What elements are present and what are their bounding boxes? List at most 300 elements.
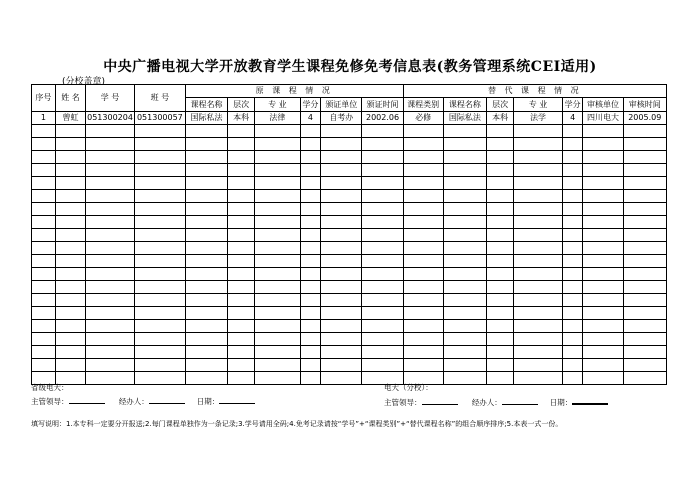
empty-cell[interactable] [185,294,227,307]
empty-cell[interactable] [443,242,486,255]
empty-cell[interactable] [443,151,486,164]
empty-cell[interactable] [623,359,666,372]
empty-cell[interactable] [362,216,403,229]
empty-cell[interactable] [134,255,185,268]
empty-cell[interactable] [300,255,321,268]
empty-cell[interactable] [55,151,85,164]
empty-cell[interactable] [362,164,403,177]
cell-orig-level[interactable]: 本科 [228,112,255,125]
empty-cell[interactable] [514,151,563,164]
empty-cell[interactable] [623,164,666,177]
cell-rep-course[interactable]: 国际私法 [443,112,486,125]
empty-cell[interactable] [255,255,301,268]
empty-cell[interactable] [185,281,227,294]
cell-rep-category[interactable]: 必修 [403,112,443,125]
empty-cell[interactable] [86,333,135,346]
empty-cell[interactable] [623,333,666,346]
empty-cell[interactable] [487,203,514,216]
empty-cell[interactable] [55,242,85,255]
empty-cell[interactable] [321,177,362,190]
cell-orig-major[interactable]: 法律 [255,112,301,125]
empty-cell[interactable] [623,216,666,229]
empty-cell[interactable] [583,346,623,359]
empty-cell[interactable] [321,346,362,359]
empty-cell[interactable] [443,294,486,307]
empty-cell[interactable] [623,255,666,268]
empty-cell[interactable] [487,294,514,307]
empty-cell[interactable] [487,190,514,203]
empty-cell[interactable] [403,177,443,190]
empty-cell[interactable] [487,255,514,268]
empty-cell[interactable] [403,333,443,346]
empty-cell[interactable] [255,177,301,190]
handler-blank[interactable] [149,396,185,404]
empty-cell[interactable] [623,281,666,294]
empty-cell[interactable] [185,372,227,385]
empty-cell[interactable] [134,190,185,203]
empty-cell[interactable] [403,190,443,203]
empty-cell[interactable] [623,372,666,385]
cell-orig-issue-date[interactable]: 2002.06 [362,112,403,125]
empty-cell[interactable] [134,125,185,138]
cell-orig-issuer[interactable]: 自考办 [321,112,362,125]
empty-cell[interactable] [86,190,135,203]
empty-cell[interactable] [185,333,227,346]
empty-cell[interactable] [134,216,185,229]
empty-cell[interactable] [86,372,135,385]
empty-cell[interactable] [321,125,362,138]
empty-cell[interactable] [255,359,301,372]
empty-cell[interactable] [514,281,563,294]
empty-cell[interactable] [562,125,583,138]
empty-cell[interactable] [32,125,56,138]
empty-cell[interactable] [583,138,623,151]
date-blank-right[interactable] [572,396,608,405]
empty-cell[interactable] [362,125,403,138]
empty-cell[interactable] [487,281,514,294]
empty-cell[interactable] [32,164,56,177]
empty-cell[interactable] [443,372,486,385]
empty-cell[interactable] [562,307,583,320]
empty-cell[interactable] [255,151,301,164]
empty-cell[interactable] [86,307,135,320]
empty-cell[interactable] [487,151,514,164]
empty-cell[interactable] [362,333,403,346]
empty-cell[interactable] [583,372,623,385]
empty-cell[interactable] [362,151,403,164]
empty-cell[interactable] [185,216,227,229]
empty-cell[interactable] [321,164,362,177]
empty-cell[interactable] [562,333,583,346]
empty-cell[interactable] [362,177,403,190]
empty-cell[interactable] [403,268,443,281]
empty-cell[interactable] [228,216,255,229]
empty-cell[interactable] [185,255,227,268]
empty-cell[interactable] [134,359,185,372]
empty-cell[interactable] [623,138,666,151]
empty-cell[interactable] [86,320,135,333]
empty-cell[interactable] [623,203,666,216]
empty-cell[interactable] [255,138,301,151]
empty-cell[interactable] [255,307,301,320]
cell-seq[interactable]: 1 [32,112,56,125]
empty-cell[interactable] [583,255,623,268]
empty-cell[interactable] [255,281,301,294]
empty-cell[interactable] [86,151,135,164]
empty-cell[interactable] [228,372,255,385]
empty-cell[interactable] [562,190,583,203]
empty-cell[interactable] [623,151,666,164]
empty-cell[interactable] [185,268,227,281]
empty-cell[interactable] [514,177,563,190]
empty-cell[interactable] [403,151,443,164]
empty-cell[interactable] [514,320,563,333]
empty-cell[interactable] [134,203,185,216]
empty-cell[interactable] [403,216,443,229]
empty-cell[interactable] [403,346,443,359]
empty-cell[interactable] [443,216,486,229]
empty-cell[interactable] [443,125,486,138]
empty-cell[interactable] [403,320,443,333]
empty-cell[interactable] [300,125,321,138]
empty-cell[interactable] [362,346,403,359]
empty-cell[interactable] [362,281,403,294]
empty-cell[interactable] [623,294,666,307]
empty-cell[interactable] [32,359,56,372]
empty-cell[interactable] [228,294,255,307]
empty-cell[interactable] [403,255,443,268]
empty-cell[interactable] [443,138,486,151]
empty-cell[interactable] [134,138,185,151]
empty-cell[interactable] [134,151,185,164]
empty-cell[interactable] [55,294,85,307]
empty-cell[interactable] [300,281,321,294]
empty-cell[interactable] [321,372,362,385]
empty-cell[interactable] [300,372,321,385]
empty-cell[interactable] [514,216,563,229]
empty-cell[interactable] [55,320,85,333]
empty-cell[interactable] [32,281,56,294]
empty-cell[interactable] [228,333,255,346]
empty-cell[interactable] [514,164,563,177]
empty-cell[interactable] [562,203,583,216]
empty-cell[interactable] [55,281,85,294]
cell-rep-review-date[interactable]: 2005.09 [623,112,666,125]
empty-cell[interactable] [583,281,623,294]
empty-cell[interactable] [32,242,56,255]
empty-cell[interactable] [362,268,403,281]
empty-cell[interactable] [86,164,135,177]
empty-cell[interactable] [55,138,85,151]
empty-cell[interactable] [32,203,56,216]
empty-cell[interactable] [403,307,443,320]
empty-cell[interactable] [228,229,255,242]
empty-cell[interactable] [514,346,563,359]
empty-cell[interactable] [321,255,362,268]
empty-cell[interactable] [228,281,255,294]
empty-cell[interactable] [32,177,56,190]
empty-cell[interactable] [443,190,486,203]
empty-cell[interactable] [583,307,623,320]
empty-cell[interactable] [255,125,301,138]
empty-cell[interactable] [514,333,563,346]
cell-orig-course[interactable]: 国际私法 [185,112,227,125]
empty-cell[interactable] [321,333,362,346]
empty-cell[interactable] [562,359,583,372]
empty-cell[interactable] [487,333,514,346]
empty-cell[interactable] [583,294,623,307]
empty-cell[interactable] [321,138,362,151]
empty-cell[interactable] [487,125,514,138]
empty-cell[interactable] [86,138,135,151]
empty-cell[interactable] [255,242,301,255]
empty-cell[interactable] [362,242,403,255]
empty-cell[interactable] [300,151,321,164]
empty-cell[interactable] [255,229,301,242]
empty-cell[interactable] [562,320,583,333]
empty-cell[interactable] [86,281,135,294]
empty-cell[interactable] [562,151,583,164]
empty-cell[interactable] [134,242,185,255]
empty-cell[interactable] [362,320,403,333]
cell-orig-credit[interactable]: 4 [300,112,321,125]
cell-rep-credit[interactable]: 4 [562,112,583,125]
empty-cell[interactable] [443,333,486,346]
empty-cell[interactable] [362,255,403,268]
empty-cell[interactable] [623,125,666,138]
empty-cell[interactable] [583,164,623,177]
empty-cell[interactable] [321,216,362,229]
empty-cell[interactable] [487,242,514,255]
empty-cell[interactable] [185,203,227,216]
empty-cell[interactable] [514,138,563,151]
empty-cell[interactable] [487,177,514,190]
empty-cell[interactable] [228,307,255,320]
empty-cell[interactable] [185,138,227,151]
empty-cell[interactable] [562,216,583,229]
empty-cell[interactable] [185,125,227,138]
empty-cell[interactable] [300,320,321,333]
empty-cell[interactable] [32,216,56,229]
empty-cell[interactable] [321,268,362,281]
empty-cell[interactable] [32,346,56,359]
empty-cell[interactable] [514,242,563,255]
empty-cell[interactable] [228,151,255,164]
empty-cell[interactable] [321,307,362,320]
empty-cell[interactable] [32,151,56,164]
empty-cell[interactable] [255,333,301,346]
empty-cell[interactable] [562,229,583,242]
cell-rep-reviewer[interactable]: 四川电大 [583,112,623,125]
empty-cell[interactable] [55,190,85,203]
empty-cell[interactable] [32,138,56,151]
empty-cell[interactable] [32,307,56,320]
empty-cell[interactable] [86,255,135,268]
empty-cell[interactable] [300,190,321,203]
empty-cell[interactable] [321,203,362,216]
empty-cell[interactable] [487,307,514,320]
empty-cell[interactable] [134,307,185,320]
empty-cell[interactable] [134,346,185,359]
empty-cell[interactable] [403,138,443,151]
empty-cell[interactable] [32,294,56,307]
empty-cell[interactable] [514,190,563,203]
empty-cell[interactable] [55,229,85,242]
empty-cell[interactable] [32,229,56,242]
empty-cell[interactable] [562,242,583,255]
empty-cell[interactable] [228,320,255,333]
empty-cell[interactable] [443,281,486,294]
empty-cell[interactable] [185,359,227,372]
empty-cell[interactable] [185,346,227,359]
empty-cell[interactable] [185,190,227,203]
empty-cell[interactable] [487,320,514,333]
empty-cell[interactable] [487,138,514,151]
empty-cell[interactable] [623,190,666,203]
empty-cell[interactable] [55,203,85,216]
empty-cell[interactable] [55,359,85,372]
empty-cell[interactable] [321,190,362,203]
empty-cell[interactable] [562,268,583,281]
empty-cell[interactable] [86,229,135,242]
empty-cell[interactable] [583,229,623,242]
empty-cell[interactable] [583,242,623,255]
empty-cell[interactable] [228,190,255,203]
empty-cell[interactable] [362,203,403,216]
empty-cell[interactable] [55,177,85,190]
empty-cell[interactable] [403,229,443,242]
empty-cell[interactable] [255,294,301,307]
empty-cell[interactable] [228,164,255,177]
empty-cell[interactable] [487,216,514,229]
empty-cell[interactable] [185,229,227,242]
empty-cell[interactable] [255,268,301,281]
empty-cell[interactable] [134,320,185,333]
empty-cell[interactable] [562,281,583,294]
empty-cell[interactable] [86,359,135,372]
empty-cell[interactable] [300,216,321,229]
empty-cell[interactable] [583,216,623,229]
empty-cell[interactable] [514,229,563,242]
empty-cell[interactable] [443,320,486,333]
empty-cell[interactable] [255,190,301,203]
empty-cell[interactable] [32,320,56,333]
empty-cell[interactable] [443,359,486,372]
empty-cell[interactable] [562,138,583,151]
empty-cell[interactable] [443,164,486,177]
empty-cell[interactable] [487,372,514,385]
empty-cell[interactable] [185,320,227,333]
empty-cell[interactable] [321,281,362,294]
empty-cell[interactable] [583,268,623,281]
empty-cell[interactable] [514,372,563,385]
empty-cell[interactable] [403,242,443,255]
empty-cell[interactable] [623,268,666,281]
empty-cell[interactable] [300,138,321,151]
empty-cell[interactable] [300,294,321,307]
empty-cell[interactable] [487,268,514,281]
empty-cell[interactable] [443,307,486,320]
empty-cell[interactable] [443,268,486,281]
empty-cell[interactable] [403,125,443,138]
empty-cell[interactable] [255,320,301,333]
leader-blank[interactable] [69,396,105,404]
empty-cell[interactable] [55,216,85,229]
empty-cell[interactable] [300,177,321,190]
empty-cell[interactable] [86,294,135,307]
leader-blank-right[interactable] [422,397,458,405]
empty-cell[interactable] [362,190,403,203]
empty-cell[interactable] [32,333,56,346]
empty-cell[interactable] [623,229,666,242]
empty-cell[interactable] [443,255,486,268]
empty-cell[interactable] [134,281,185,294]
empty-cell[interactable] [321,151,362,164]
handler-blank-right[interactable] [502,397,538,405]
empty-cell[interactable] [403,359,443,372]
empty-cell[interactable] [255,372,301,385]
empty-cell[interactable] [403,164,443,177]
empty-cell[interactable] [300,229,321,242]
empty-cell[interactable] [583,359,623,372]
empty-cell[interactable] [255,203,301,216]
empty-cell[interactable] [86,268,135,281]
empty-cell[interactable] [55,164,85,177]
empty-cell[interactable] [134,177,185,190]
empty-cell[interactable] [255,216,301,229]
empty-cell[interactable] [514,268,563,281]
empty-cell[interactable] [583,190,623,203]
empty-cell[interactable] [228,203,255,216]
cell-class-id[interactable]: 051300057 [134,112,185,125]
date-blank[interactable] [219,396,255,404]
empty-cell[interactable] [185,307,227,320]
empty-cell[interactable] [228,255,255,268]
empty-cell[interactable] [443,229,486,242]
empty-cell[interactable] [583,333,623,346]
empty-cell[interactable] [562,294,583,307]
empty-cell[interactable] [362,359,403,372]
empty-cell[interactable] [583,203,623,216]
empty-cell[interactable] [228,138,255,151]
empty-cell[interactable] [514,307,563,320]
empty-cell[interactable] [134,268,185,281]
empty-cell[interactable] [321,294,362,307]
empty-cell[interactable] [514,125,563,138]
empty-cell[interactable] [228,268,255,281]
empty-cell[interactable] [86,242,135,255]
empty-cell[interactable] [514,294,563,307]
cell-rep-level[interactable]: 本科 [487,112,514,125]
empty-cell[interactable] [583,320,623,333]
empty-cell[interactable] [562,346,583,359]
empty-cell[interactable] [321,320,362,333]
empty-cell[interactable] [514,203,563,216]
empty-cell[interactable] [185,151,227,164]
empty-cell[interactable] [300,359,321,372]
empty-cell[interactable] [362,138,403,151]
empty-cell[interactable] [134,333,185,346]
empty-cell[interactable] [32,268,56,281]
empty-cell[interactable] [583,177,623,190]
empty-cell[interactable] [300,203,321,216]
empty-cell[interactable] [623,177,666,190]
empty-cell[interactable] [362,294,403,307]
empty-cell[interactable] [300,307,321,320]
empty-cell[interactable] [86,216,135,229]
empty-cell[interactable] [55,333,85,346]
empty-cell[interactable] [623,307,666,320]
